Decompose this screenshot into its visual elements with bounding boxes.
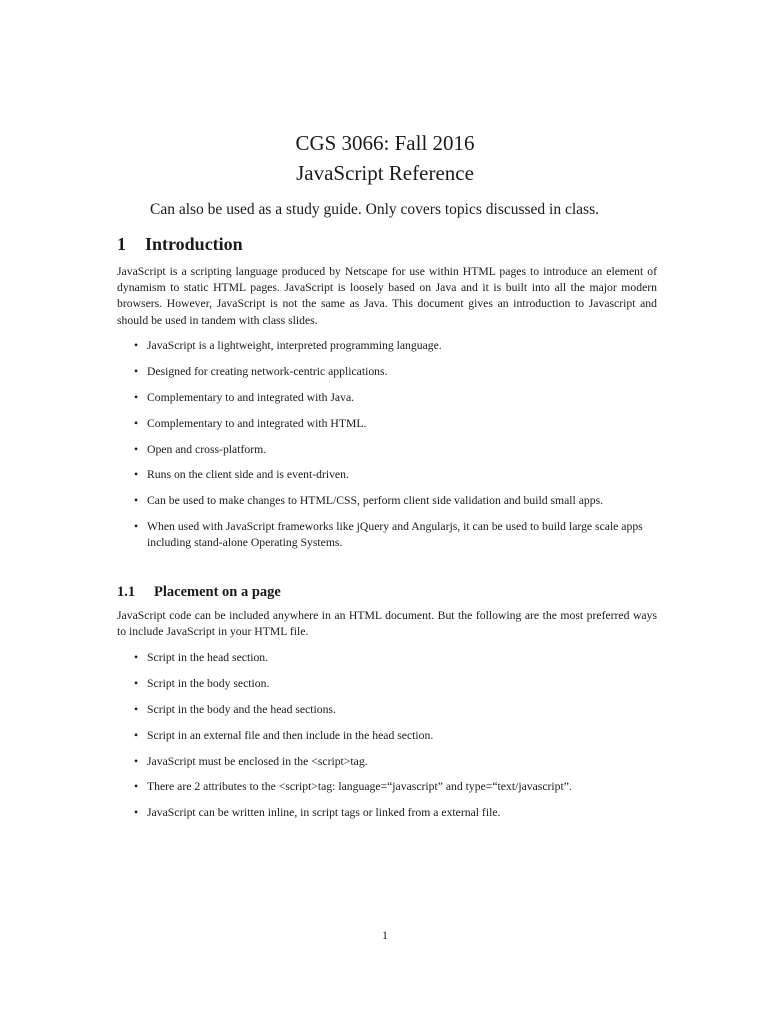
list-item: • Script in the body section. [117, 676, 657, 692]
list-item: • Script in the head section. [117, 650, 657, 666]
subsection-number: 1.1 [117, 584, 136, 600]
list-item: • JavaScript can be written inline, in script tags or linked from a external file. [117, 805, 657, 821]
list-item: • Script in the body and the head sections. [117, 702, 657, 718]
section-heading-introduction [117, 232, 243, 256]
page-number: 1 [382, 928, 388, 942]
title-line-1: CGS 3066: Fall 2016 [295, 131, 475, 155]
list-item: • Designed for creating network-centric applications. [117, 364, 657, 380]
subsection-heading-placement [117, 582, 281, 602]
list-item: • Open and cross-platform. [117, 442, 657, 458]
section-title: Introduction [145, 234, 243, 254]
document-subtitle: Can also be used as a study guide. Only covers topics discussed in class. [150, 201, 599, 218]
placement-bullet-list [117, 650, 657, 831]
list-item: • Can be used to make changes to HTML/CSS, perform client side validation and build small apps. [117, 493, 657, 509]
introduction-paragraph: JavaScript is a scripting language produced by Netscape for use within HTML pages to introduce an element of dynamism to static HTML pages. JavaScript is loosely based on Java and it is built into all the major modern browsers. However, JavaScript is not the same as Java. This document gives an introduction to Javascript and should be used in tandem with class slides. [117, 265, 657, 327]
placement-paragraph: JavaScript code can be included anywhere in an HTML document. But the following are the most preferred ways to include JavaScript in your HTML file. [117, 609, 657, 639]
list-item: • Runs on the client side and is event-driven. [117, 467, 657, 483]
subsection-title: Placement on a page [154, 584, 281, 600]
list-item: • Complementary to and integrated with Java. [117, 390, 657, 406]
introduction-bullet-list [117, 338, 657, 561]
list-item: • JavaScript is a lightweight, interpreted programming language. [117, 338, 657, 354]
list-item: • Script in an external file and then include in the head section. [117, 728, 657, 744]
list-item: • There are 2 attributes to the <script>tag: language=“javascript” and type=“text/javascript”. [117, 779, 657, 795]
title-line-2: JavaScript Reference [296, 161, 474, 185]
list-item: • Complementary to and integrated with HTML. [117, 416, 657, 432]
section-number: 1 [117, 234, 126, 254]
document-title [0, 128, 770, 188]
list-item: • JavaScript must be enclosed in the <script>tag. [117, 754, 657, 770]
list-item: • When used with JavaScript frameworks like jQuery and Angularjs, it can be used to build large scale apps including stand-alone Operating Systems. [117, 519, 657, 550]
